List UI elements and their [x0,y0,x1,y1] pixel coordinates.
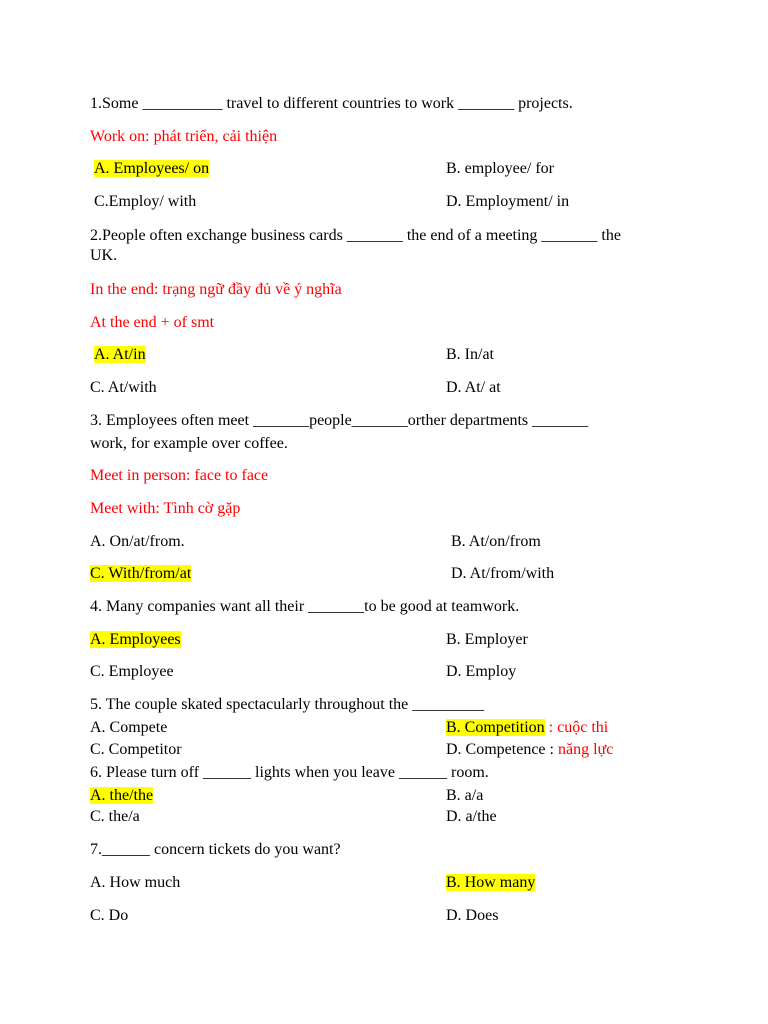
question-4-option-b: B. Employer [446,631,528,648]
question-1-option-a [94,159,209,179]
question-7-option-d: D. Does [446,907,499,924]
question-2-option-b: B. In/at [446,346,494,363]
question-1-note: Work on: phát triển, cải thiện [90,128,278,145]
question-2-text-line-2: UK. [90,247,118,264]
question-3-note-1: Meet in person: face to face [90,467,269,484]
question-1-option-b: B. employee/ for [446,160,554,177]
question-4-option-a [90,630,181,650]
question-5-option-c: C. Competitor [90,741,182,758]
question-2-note-1: In the end: trạng ngữ đầy đủ về ý nghĩa [90,281,342,298]
question-6-option-c: C. the/a [90,808,140,825]
question-4-text: 4. Many companies want all their _______to be good at teamwork. [90,598,520,615]
question-2-option-d: D. At/ at [446,379,501,396]
question-1-text: 1.Some __________ travel to different countries to work _______ projects. [90,95,573,112]
correct-answer-highlight: B. How many [446,874,536,891]
question-3-option-c [90,564,191,584]
question-5-option-d-note: năng lực [557,741,614,758]
correct-answer-highlight: C. With/from/at [90,565,192,582]
question-7-option-b [446,873,535,893]
correct-answer-highlight: A. Employees [90,631,181,648]
question-3-option-b: B. At/on/from [451,533,541,550]
correct-answer-highlight: B. Competition [446,719,545,736]
question-7-option-c: C. Do [90,907,129,924]
question-2-option-c: C. At/with [90,379,157,396]
correct-answer-highlight: A. the/the [90,787,154,804]
question-3-option-d: D. At/from/with [451,565,555,582]
question-5-option-d [446,740,613,760]
question-6-option-b: B. a/a [446,787,484,804]
question-5-text: 5. The couple skated spectacularly throughout the _________ [90,696,485,713]
question-4-option-c: C. Employee [90,663,174,680]
question-7-text: 7.______ concern tickets do you want? [90,841,341,858]
question-3-text-line-2: work, for example over coffee. [90,435,288,452]
correct-answer-highlight: A. At/in [94,346,146,363]
question-5-option-b [446,718,608,738]
question-4-option-d: D. Employ [446,663,517,680]
question-7-option-a: A. How much [90,874,181,891]
question-5-option-b-note: : cuộc thi [544,719,609,736]
question-5-option-a: A. Compete [90,719,168,736]
question-2-text-line-1: 2.People often exchange business cards _______ the end of a meeting _______ the [90,227,621,244]
question-2-option-a [94,345,146,365]
question-5-option-d-label: D. Competence : [446,741,558,758]
question-3-text-line-1: 3. Employees often meet _______people_______orther departments _______ [90,412,589,429]
question-6-option-a [90,786,153,806]
correct-answer-highlight: A. Employees/ on [94,160,210,177]
question-1-option-c: C.Employ/ with [94,193,197,210]
question-2-note-2: At the end + of smt [90,314,215,331]
question-6-option-d: D. a/the [446,808,497,825]
question-1-option-d: D. Employment/ in [446,193,570,210]
question-3-option-a: A. On/at/from. [90,533,185,550]
question-3-note-2: Meet with: Tình cờ gặp [90,500,241,517]
question-6-text: 6. Please turn off ______ lights when you leave ______ room. [90,764,489,781]
